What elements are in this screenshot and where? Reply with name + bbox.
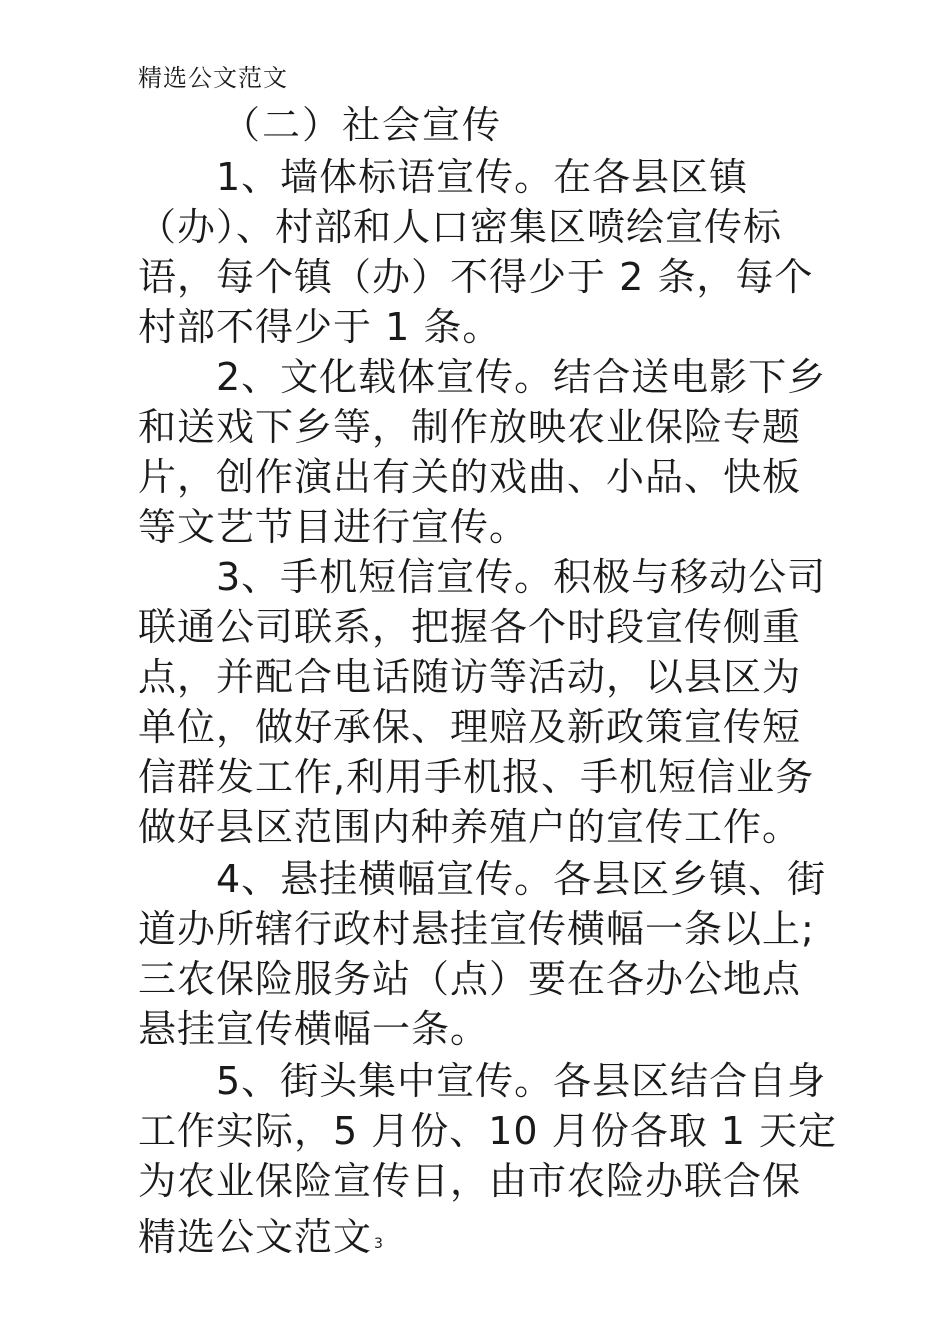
page-header: 精选公文范文 [138,64,288,92]
body-line: 单位，做好承保、理赔及新政策宣传短 [138,705,802,749]
body-line: （办）、村部和人口密集区喷绘宣传标 [138,205,783,249]
body-line: 2、文化载体宣传。结合送电影下乡 [216,355,827,399]
body-line: 道办所辖行政村悬挂宣传横幅一条以上; [138,907,815,951]
body-line: 4、悬挂横幅宣传。各县区乡镇、街 [216,857,827,901]
body-line: 等文艺节目进行宣传。 [138,505,529,549]
body-line: 片，创作演出有关的戏曲、小品、快板 [138,455,802,499]
body-line: 和送戏下乡等，制作放映农业保险专题 [138,405,802,449]
section-heading: （二）社会宣传 [222,103,503,147]
body-line: 3、手机短信宣传。积极与移动公司 [216,555,827,599]
body-line: 语，每个镇（办）不得少于 2 条，每个 [138,255,814,299]
page-number: 3 [374,1236,383,1252]
body-line: 信群发工作,利用手机报、手机短信业务 [138,755,815,799]
body-line: 工作实际，5 月份、10 月份各取 1 天定 [138,1109,838,1153]
body-line: 做好县区范围内种养殖户的宣传工作。 [138,805,802,849]
page-footer: 精选公文范文 [138,1215,373,1259]
body-line: 5、街头集中宣传。各县区结合自身 [216,1059,827,1103]
body-line: 为农业保险宣传日，由市农险办联合保 [138,1159,802,1203]
body-line: 村部不得少于 1 条。 [138,305,502,349]
body-line: 悬挂宣传横幅一条。 [138,1007,490,1051]
body-line: 三农保险服务站（点）要在各办公地点 [138,957,802,1001]
body-line: 1、墙体标语宣传。在各县区镇 [216,155,749,199]
body-line: 联通公司联系，把握各个时段宣传侧重 [138,605,802,649]
body-line: 点，并配合电话随访等活动，以县区为 [138,655,802,699]
